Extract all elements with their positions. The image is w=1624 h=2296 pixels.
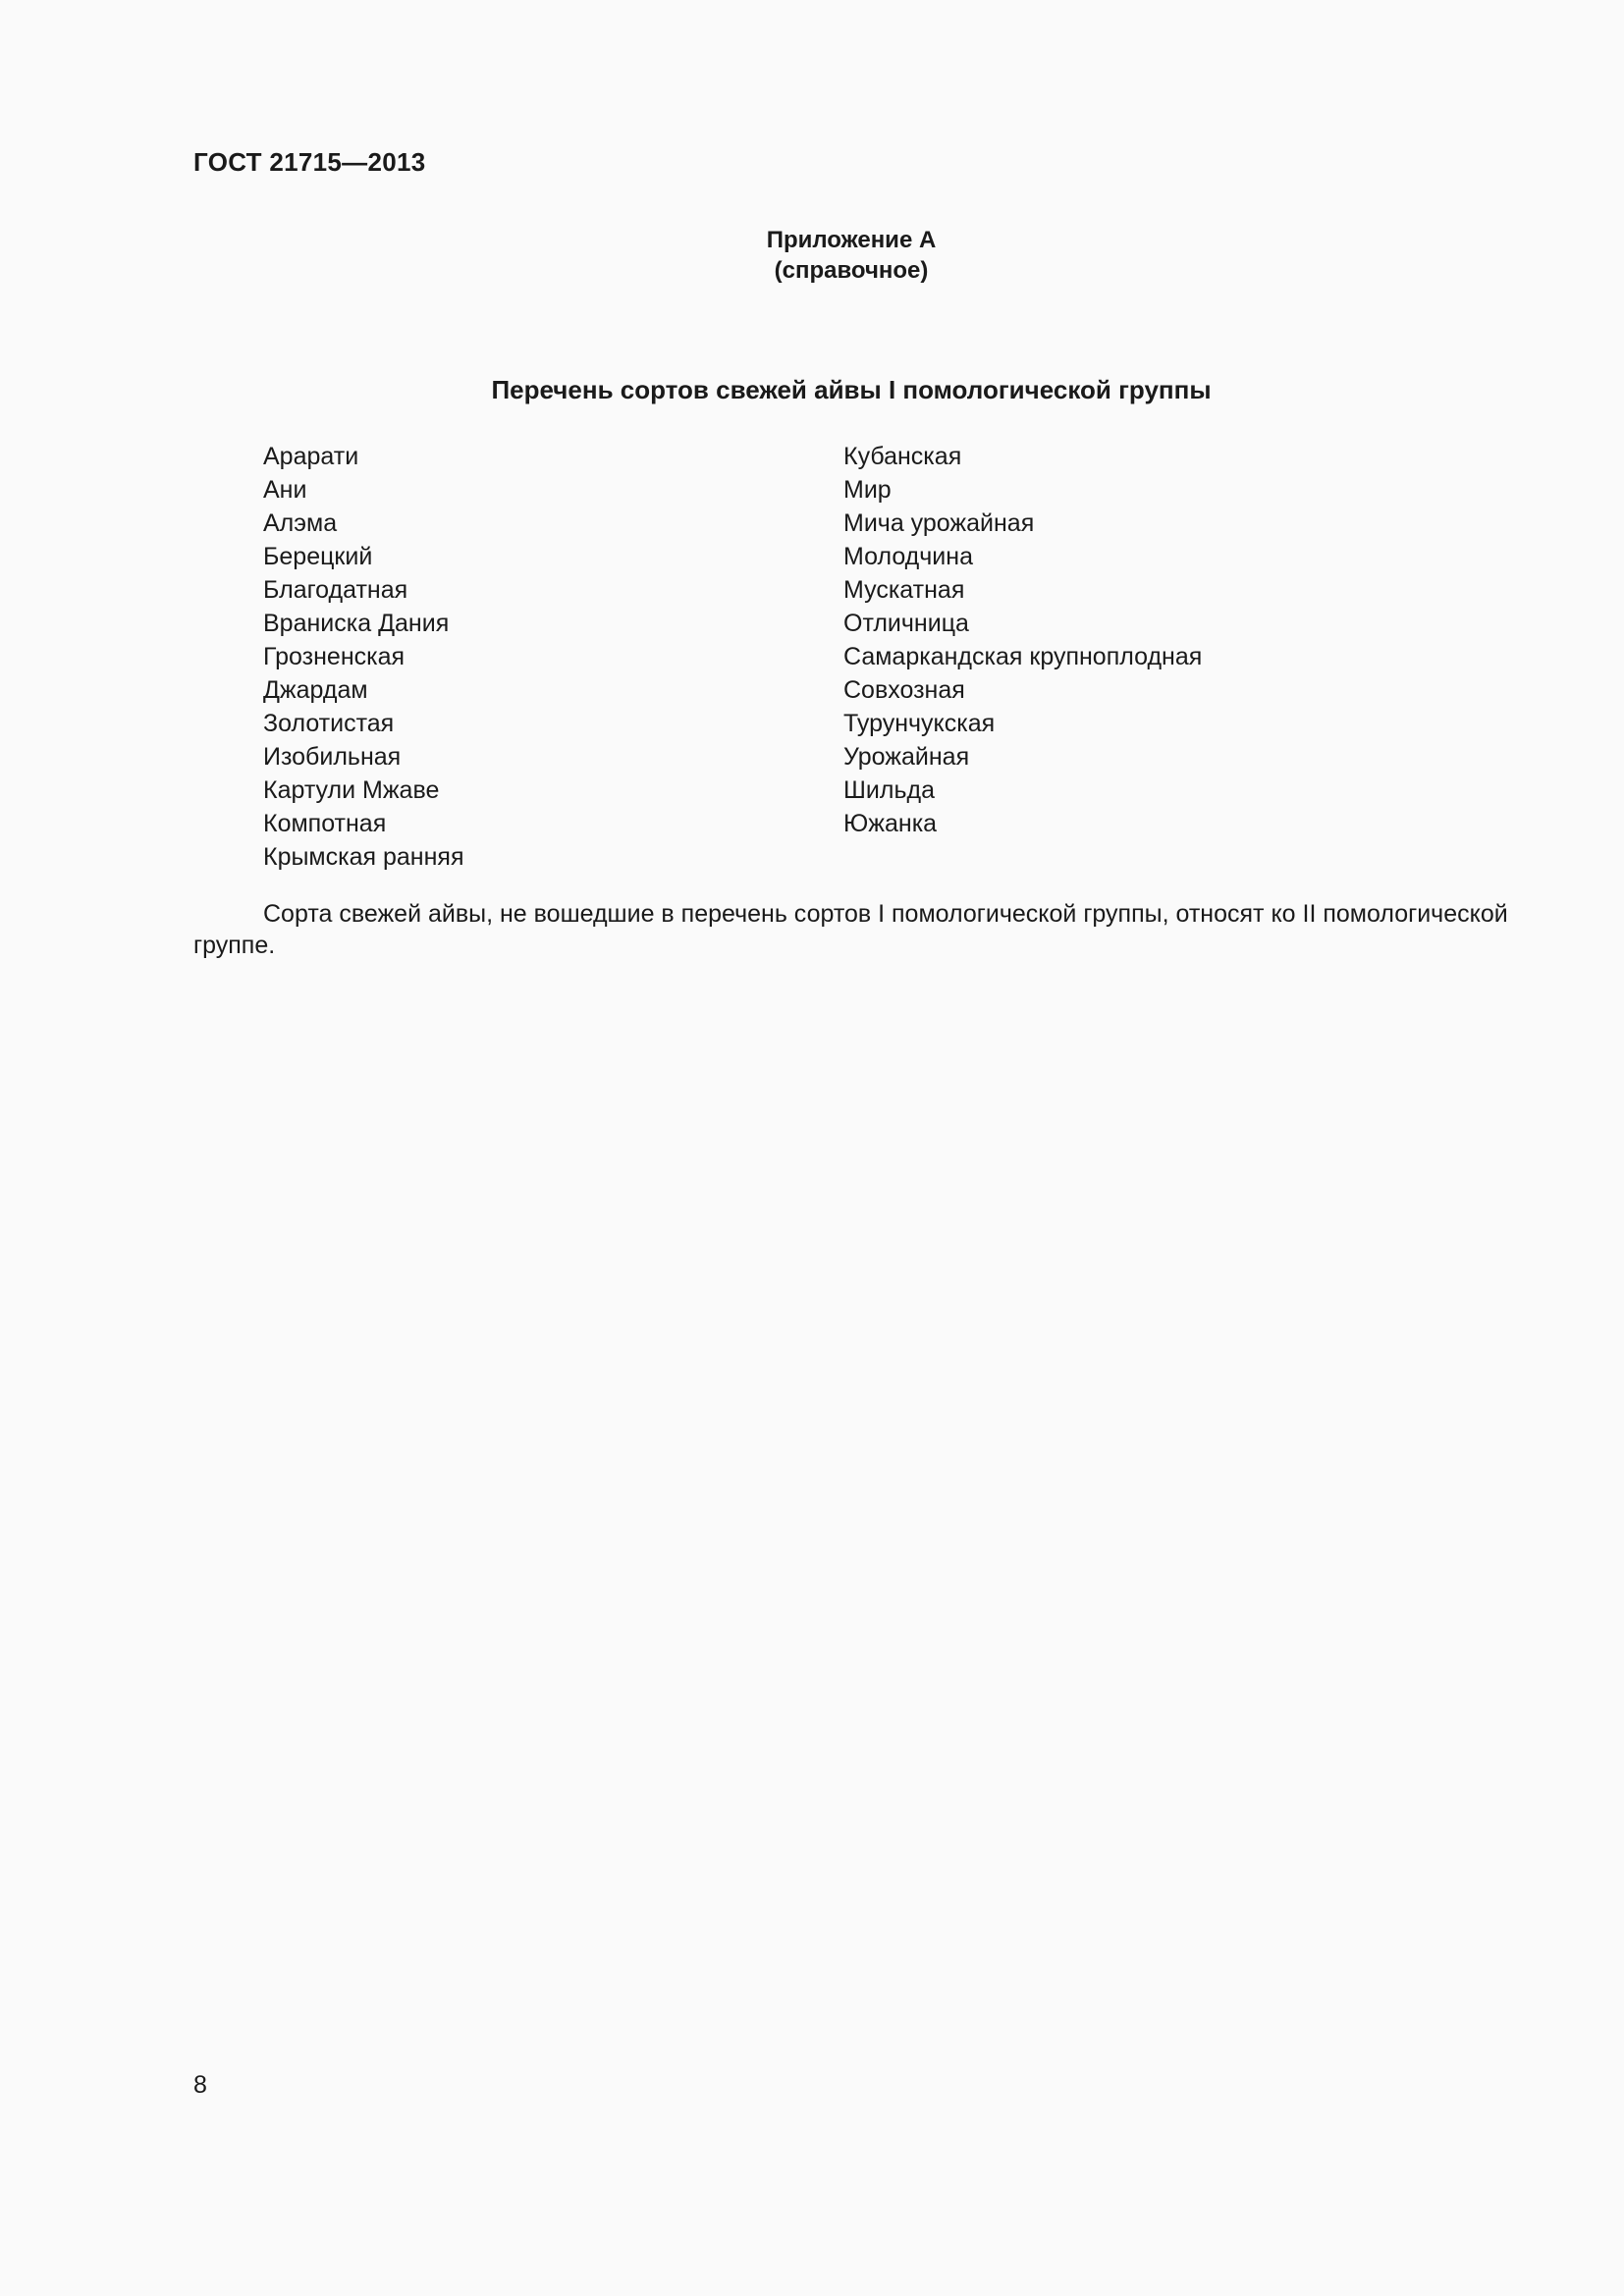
list-item: Ани [263,476,307,504]
appendix-title: Приложение А [766,227,937,253]
list-item: Алэма [263,509,338,537]
list-item: Мича урожайная [843,509,1035,537]
list-item: Враниска Дания [263,610,450,637]
list-item: Джардам [263,676,368,704]
list-item: Южанка [843,810,938,837]
varieties-list-left [263,440,464,874]
list-item: Компотная [263,810,387,837]
list-item: Крымская ранняя [263,843,464,871]
page-number: 8 [193,2071,207,2099]
list-item: Шильда [843,776,935,804]
list-item: Отличница [843,610,969,637]
appendix-subtitle: (справочное) [774,257,929,284]
list-item: Грозненская [263,643,406,670]
list-item: Берецкий [263,543,373,570]
appendix-heading [0,225,1624,286]
list-item: Золотистая [263,710,395,737]
list-item: Картули Мжаве [263,776,440,804]
list-title: Перечень сортов свежей айвы I помологической группы [491,375,1212,404]
list-item: Изобильная [263,743,402,771]
list-item: Мускатная [843,576,965,604]
list-item: Урожайная [843,743,970,771]
list-item: Совхозная [843,676,965,704]
note-paragraph: Сорта свежей айвы, не вошедшие в перечень сортов I помологической группы, относят ко II помологической группе. [193,900,1508,959]
list-item: Турунчукская [843,710,996,737]
list-item: Благодатная [263,576,408,604]
list-item: Арарати [263,443,359,470]
list-item: Мир [843,476,892,504]
varieties-list-right [843,440,1202,840]
list-item: Молодчина [843,543,973,570]
list-item: Самаркандская крупноплодная [843,643,1203,670]
document-code: ГОСТ 21715—2013 [193,147,426,177]
list-item: Кубанская [843,443,962,470]
